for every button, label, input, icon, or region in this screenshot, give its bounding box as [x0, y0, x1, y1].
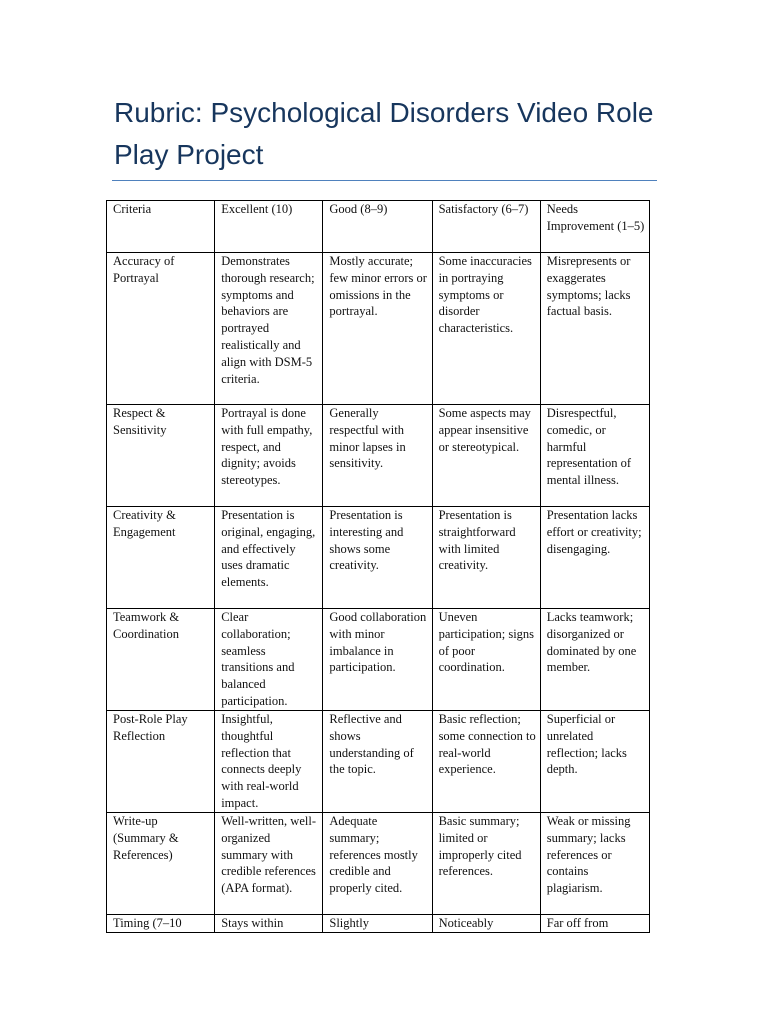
- good-cell: Presentation is interesting and shows some creativity.: [323, 507, 432, 609]
- table-row: [107, 609, 650, 711]
- table-header-row: [107, 201, 650, 253]
- needs-improvement-cell: Superficial or unrelated reflection; lacks depth.: [540, 711, 649, 813]
- satisfactory-cell: Basic reflection; some connection to real-world experience.: [432, 711, 540, 813]
- needs-improvement-cell: Weak or missing summary; lacks references or contains plagiarism.: [540, 813, 649, 915]
- satisfactory-cell: Noticeably: [432, 915, 540, 933]
- needs-improvement-cell: Misrepresents or exaggerates symptoms; lacks factual basis.: [540, 253, 649, 405]
- good-cell: Reflective and shows understanding of the topic.: [323, 711, 432, 813]
- header-criteria: Criteria: [107, 201, 215, 253]
- table-row: [107, 253, 650, 405]
- document-title: Rubric: Psychological Disorders Video Role Play Project: [114, 97, 654, 170]
- good-cell: Adequate summary; references mostly credible and properly cited.: [323, 813, 432, 915]
- needs-improvement-cell: Presentation lacks effort or creativity; disengaging.: [540, 507, 649, 609]
- satisfactory-cell: Some aspects may appear insensitive or stereotypical.: [432, 405, 540, 507]
- criteria-cell: Respect & Sensitivity: [107, 405, 215, 507]
- needs-improvement-cell: Disrespectful, comedic, or harmful representation of mental illness.: [540, 405, 649, 507]
- needs-improvement-cell: Lacks teamwork; disorganized or dominated by one member.: [540, 609, 649, 711]
- rubric-table: [106, 200, 650, 933]
- criteria-cell: Write-up (Summary & References): [107, 813, 215, 915]
- table-row: [107, 813, 650, 915]
- good-cell: Slightly: [323, 915, 432, 933]
- criteria-cell: Creativity & Engagement: [107, 507, 215, 609]
- criteria-cell: Post-Role Play Reflection: [107, 711, 215, 813]
- table-row: [107, 405, 650, 507]
- satisfactory-cell: Presentation is straightforward with limited creativity.: [432, 507, 540, 609]
- excellent-cell: Demonstrates thorough research; symptoms and behaviors are portrayed realistically and align with DSM-5 criteria.: [215, 253, 323, 405]
- good-cell: Good collaboration with minor imbalance in participation.: [323, 609, 432, 711]
- excellent-cell: Clear collaboration; seamless transitions and balanced participation.: [215, 609, 323, 711]
- criteria-cell: Accuracy of Portrayal: [107, 253, 215, 405]
- excellent-cell: Portrayal is done with full empathy, respect, and dignity; avoids stereotypes.: [215, 405, 323, 507]
- header-satisfactory: Satisfactory (6–7): [432, 201, 540, 253]
- excellent-cell: Insightful, thoughtful reflection that connects deeply with real-world impact.: [215, 711, 323, 813]
- satisfactory-cell: Basic summary; limited or improperly cited references.: [432, 813, 540, 915]
- satisfactory-cell: Uneven participation; signs of poor coordination.: [432, 609, 540, 711]
- excellent-cell: Presentation is original, engaging, and effectively uses dramatic elements.: [215, 507, 323, 609]
- header-needs-improvement: Needs Improvement (1–5): [540, 201, 649, 253]
- title-divider: [112, 180, 657, 181]
- excellent-cell: Stays within: [215, 915, 323, 933]
- good-cell: Mostly accurate; few minor errors or omissions in the portrayal.: [323, 253, 432, 405]
- excellent-cell: Well-written, well-organized summary with credible references (APA format).: [215, 813, 323, 915]
- criteria-cell: Teamwork & Coordination: [107, 609, 215, 711]
- needs-improvement-cell: Far off from: [540, 915, 649, 933]
- table-row: [107, 711, 650, 813]
- criteria-cell: Timing (7–10: [107, 915, 215, 933]
- header-good: Good (8–9): [323, 201, 432, 253]
- table-row: [107, 507, 650, 609]
- good-cell: Generally respectful with minor lapses in sensitivity.: [323, 405, 432, 507]
- table-row: [107, 915, 650, 933]
- satisfactory-cell: Some inaccuracies in portraying symptoms or disorder characteristics.: [432, 253, 540, 405]
- header-excellent: Excellent (10): [215, 201, 323, 253]
